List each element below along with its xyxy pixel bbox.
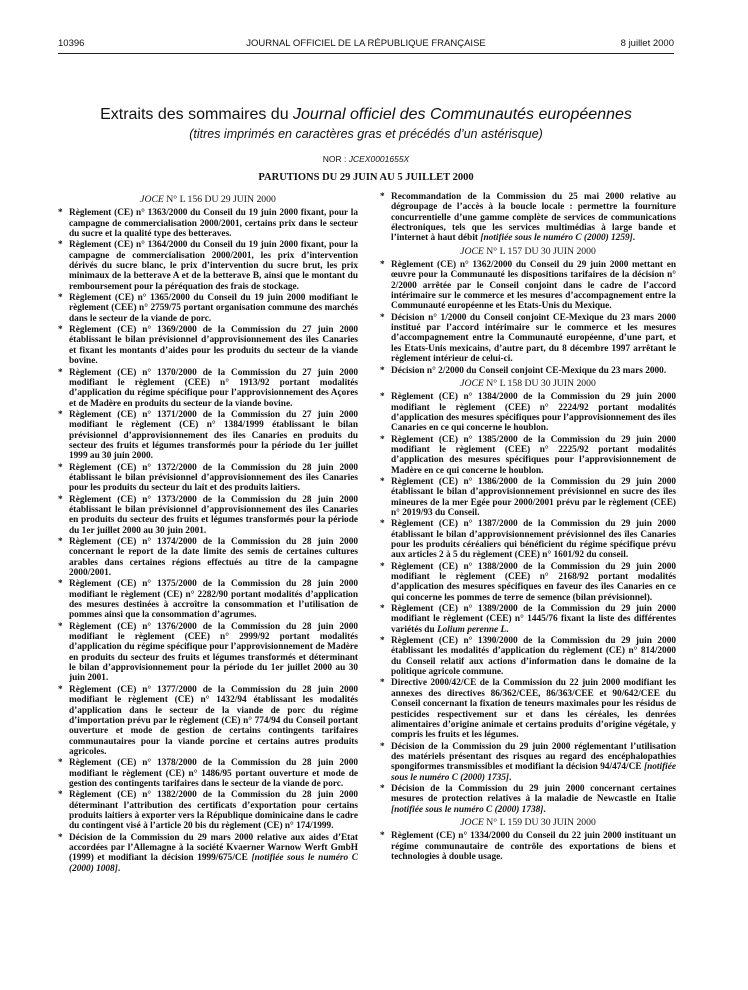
entry-text: Règlement (CE) n° 1365/2000 du Conseil du 19 juin 2000 modifiant le règlement (CEE) n° 2759/75 portant organisation commune des marchés dans le secteur de la viande de porc.: [69, 293, 358, 324]
entry-text: Règlement (CE) n° 1382/2000 de la Commission du 28 juin 2000 déterminant l’attribution des certificats d’exportation pour certains produits laitiers à exporter vers la République dominicaine dans le cadre du contingent visé à l’article 20 bis du règlement (CE) n° 174/1999.: [69, 790, 358, 832]
entry-text: Règlement (CE) n° 1372/2000 de la Commission du 28 juin 2000 établissant le bilan prévisionnel d’approvisionnement des îles Canaries pour les produits du secteur du lait et des produits laitiers.: [69, 462, 358, 494]
summary-entry: [380, 831, 676, 862]
summary-entry: [58, 293, 358, 324]
entry-note: [notifiée sous le numéro C (2000) 1735]: [391, 762, 676, 783]
summary-entry: [380, 192, 676, 244]
section-heading: [380, 247, 676, 257]
entry-text: Règlement (CE) n° 1363/2000 du Conseil du 19 juin 2000 fixant, pour la campagne de commercialisation 2000/2001, certains prix dans le secteur du sucre et la qualité type des betteraves.: [69, 208, 358, 240]
page-header: [58, 38, 674, 52]
left-column: [58, 192, 358, 875]
entry-text: Décision n° 2/2000 du Conseil conjoint CE-Mexique du 23 mars 2000.: [391, 365, 667, 376]
joce-label: JOCE: [460, 816, 484, 828]
summary-entry: [58, 833, 358, 874]
asterisk-marker: *: [380, 678, 385, 689]
entry-text: Décision de la Commission du 29 juin 2000 concernant certaines mesures de protection relatives à la maladie de Newcastle en Italie: [391, 783, 676, 805]
summary-entry: [380, 636, 676, 677]
issue-reference: N° L 157 DU 30 JUIN 2000: [483, 245, 596, 257]
asterisk-marker: *: [380, 783, 385, 794]
entry-tail: .: [509, 772, 512, 783]
entry-text: Règlement (CE) n° 1376/2000 de la Commission du 28 juin 2000 modifiant le règlement (CEE) n° 2999/92 portant modalités d’application du régime spécifique pour l’approvisionnement de Madère en produits du secteur des fruits et légumes transformés et déterminant le bilan d’approvisionnement pour la période du 1er juillet 2000 au 30 juin 2001.: [69, 621, 358, 684]
asterisk-marker: *: [58, 462, 63, 473]
asterisk-marker: *: [58, 325, 63, 336]
summary-entry: [58, 325, 358, 366]
entry-text: Règlement (CE) n° 1375/2000 de la Commission du 28 juin 2000 modifiant le règlement (CE) n° 2282/90 portant modalités d’application des mesures destinées à accroître la consommation et l’utilisation de pommes ainsi que la consommation d’agrumes.: [69, 579, 358, 621]
issue-reference: N° L 158 DU 30 JUIN 2000: [483, 377, 596, 389]
summary-entry: [58, 758, 358, 789]
entry-text: Règlement (CE) n° 1390/2000 de la Commission du 29 juin 2000 établissant les modalités d’application du règlement (CE) n° 814/2000 du Conseil relatif aux actions d’information dans le domaine de la politique agricole commune.: [391, 636, 676, 678]
summary-entry: [380, 435, 676, 476]
summary-entry: [58, 495, 358, 536]
joce-label: JOCE: [460, 245, 484, 257]
nor-label: NOR :: [322, 154, 349, 164]
asterisk-marker: *: [380, 476, 385, 487]
entry-text: Règlement (CE) n° 1384/2000 de la Commission du 29 juin 2000 modifiant le règlement (CEE) n° 2224/92 portant modalités d’application des mesures spécifiques pour l’approvisionnement des îles Canaries en ce qui concerne le houblon.: [391, 392, 676, 434]
section-heading: [58, 195, 358, 205]
entry-tail: .: [117, 863, 121, 874]
asterisk-marker: *: [58, 684, 63, 695]
summary-entry: [380, 366, 676, 376]
page-title: [58, 106, 674, 124]
asterisk-marker: *: [380, 365, 385, 376]
summary-entry: [380, 392, 676, 433]
asterisk-marker: *: [58, 832, 63, 843]
asterisk-marker: *: [58, 367, 63, 378]
summary-entry: [380, 313, 676, 365]
summary-entry: [380, 604, 676, 635]
asterisk-marker: *: [58, 494, 63, 505]
summary-entry: [380, 678, 676, 740]
page-subtitle: (titres imprimés en caractères gras et précédés d’un astérisque): [189, 127, 543, 141]
summary-entry: [380, 260, 676, 312]
issue-date: 8 juillet 2000: [620, 38, 674, 49]
summary-entry: [380, 519, 676, 560]
summary-entry: [58, 240, 358, 292]
summary-entry: [58, 622, 358, 684]
asterisk-marker: *: [58, 621, 63, 632]
asterisk-marker: *: [58, 537, 63, 547]
issue-reference: N° L 156 DU 29 JUIN 2000: [163, 194, 276, 205]
asterisk-marker: *: [380, 519, 385, 530]
entry-text: Règlement (CE) n° 1364/2000 du Conseil du 19 juin 2000 fixant, pour la campagne de commercialisation 2000/2001, les prix d’intervention dérivés du sucre blanc, le prix d’intervention du sucre brut, les prix minimaux de la betterave A et de la betterave B, ainsi que le montant du remboursement pour la péréquation des frais de stockage.: [69, 240, 358, 292]
summary-entry: [58, 368, 358, 409]
summary-entry: [58, 410, 358, 462]
entry-text: Recommandation de la Commission du 25 mai 2000 relative au dégroupage de l’accès à la boucle locale : permettre la fourniture concurrentielle d’une gamme complète de services de communications électroniques, tels que les services multimédias à large bande et l’internet à haut débit: [391, 192, 676, 244]
asterisk-marker: *: [380, 312, 385, 323]
asterisk-marker: *: [58, 790, 63, 801]
joce-label: JOCE: [460, 377, 484, 389]
entry-note: [notifiée sous le numéro C (2000) 1008]: [69, 853, 358, 874]
entry-text: Règlement (CE) n° 1374/2000 de la Commission du 28 juin 2000 concernant le report de la date limite des semis de certaines cultures arables dans certaines régions effectués au titre de la campagne 2000/2001.: [69, 537, 358, 579]
entry-text: Règlement (CE) n° 1387/2000 de la Commission du 29 juin 2000 établissant le bilan d’approvisionnement prévisionnel des îles Canaries pour les produits céréaliers qui bénéficient du régime spécifique prévu aux articles 2 à 5 du règlement (CEE) n° 1601/92 du conseil.: [391, 519, 676, 561]
entry-text: Règlement (CE) n° 1378/2000 de la Commission du 28 juin 2000 modifiant le règlement (CE) n° 1486/95 portant ouverture et mode de gestion des contingents tarifaires dans le secteur de la viande de porc.: [69, 758, 358, 789]
summary-entry: [58, 463, 358, 494]
right-column: [380, 192, 676, 863]
entry-text: Décision de la Commission du 29 juin 2000 réglementant l’utilisation des matériels présentant des risques au regard des encéphalopathies spongiformes transmissibles et modifiant la décision 94/474/CE: [391, 741, 676, 773]
asterisk-marker: *: [380, 604, 385, 615]
entry-text: Règlement (CE) n° 1377/2000 de la Commission du 28 juin 2000 modifiant le règlement (CE) n° 1432/94 établissant les modalités d’application dans le secteur de la viande de porc du régime d’importation prévu par le règlement (CE) n° 774/94 du Conseil portant ouverture et mode de gestion de certains contingents tarifaires communautaires pour la viande porcine et certains autres produits agricoles.: [69, 684, 358, 757]
asterisk-marker: *: [380, 636, 385, 647]
entry-text: Décision de la Commission du 29 mars 2000 relative aux aides d’Etat accordées par l’Allemagne à la société Kvaerner Warnow Werft GmbH (1999) et modifiant la décision 1999/675/CE: [69, 832, 358, 864]
asterisk-marker: *: [58, 208, 63, 219]
asterisk-marker: *: [380, 392, 385, 403]
journal-title: JOURNAL OFFICIEL DE LA RÉPUBLIQUE FRANÇAISE: [246, 38, 486, 49]
page-number: 10396: [58, 38, 85, 49]
entry-text: Règlement (CE) n° 1334/2000 du Conseil du 22 juin 2000 instituant un régime communautaire de contrôle des exportations de biens et technologies à double usage.: [391, 831, 676, 862]
asterisk-marker: *: [58, 409, 63, 420]
entry-text: Règlement (CE) n° 1362/2000 du Conseil du 29 juin 2000 mettant en œuvre pour la Communauté les dispositions tarifaires de la décision n° 2/2000 arrêtée par le Conseil conjoint dans le cadre de l’accord intérimaire sur le commerce et les mesures d’accompagnement entre la Communauté européenne et les Etats-Unis du Mexique.: [391, 260, 676, 312]
entry-tail: .: [543, 804, 546, 815]
entry-text: Règlement (CE) n° 1389/2000 de la Commission du 29 juin 2000 modifiant le règlement (CEE) n° 1445/76 fixant la liste des différentes variétés du: [391, 604, 676, 635]
section-heading: [380, 818, 676, 828]
issue-reference: N° L 159 DU 30 JUIN 2000: [483, 816, 596, 828]
entry-text: Règlement (CE) n° 1370/2000 de la Commission du 27 juin 2000 modifiant le règlement (CEE) n° 1913/92 portant modalités d’application du régime spécifique pour l’approvisionnement des Açores et de Madère en produits du secteur de la viande bovine.: [69, 367, 358, 409]
asterisk-marker: *: [380, 741, 385, 752]
entry-note: [notifiée sous le numéro C (2000) 1738]: [391, 804, 544, 815]
asterisk-marker: *: [380, 260, 385, 271]
asterisk-marker: *: [58, 758, 63, 769]
joce-label: JOCE: [140, 194, 164, 205]
summary-entry: [58, 579, 358, 620]
asterisk-marker: *: [380, 192, 385, 202]
entry-text: Règlement (CE) n° 1388/2000 de la Commission du 29 juin 2000 modifiant le règlement (CEE) n° 2168/92 portant modalités d’application des mesures spécifiques en faveur des îles Canaries en ce qui concerne les pommes de terre de semence (bilan prévisionnel).: [391, 561, 676, 603]
asterisk-marker: *: [380, 831, 385, 842]
entry-text: Décision n° 1/2000 du Conseil conjoint CE-Mexique du 23 mars 2000 institué par l’accord intérimaire sur le commerce et les mesures d’accompagnement entre la Communauté européenne, d’une part, et les Etats-Unis mexicains, d’autre part, du 8 décembre 1997 arrêtant le règlement intérieur de celui-ci.: [391, 312, 676, 365]
entry-text: Règlement (CE) n° 1386/2000 de la Commission du 29 juin 2000 établissant le bilan d’approvisionnement prévisionnel en sucre des îles mineures de la mer Egée pour 2000/2001 prévu par le règlement (CEE) n° 2019/93 du Conseil.: [391, 476, 676, 518]
header-rule: [58, 53, 674, 54]
title-journal: Journal officiel des Communautés européennes: [293, 106, 632, 123]
entry-tail: .: [506, 624, 509, 635]
summary-entry: [380, 477, 676, 518]
summary-entry: [58, 537, 358, 578]
asterisk-marker: *: [58, 293, 63, 304]
summary-entry: [58, 685, 358, 757]
summary-entry: [380, 784, 676, 815]
parutions-heading: PARUTIONS DU 29 JUIN AU 5 JUILLET 2000: [258, 172, 474, 183]
entry-note: [notifiée sous le numéro C (2000) 1259]: [480, 233, 633, 244]
entry-text: Règlement (CE) n° 1385/2000 de la Commission du 29 juin 2000 modifiant le règlement (CEE) n° 2225/92 portant modalités d’application des mesures spécifiques pour l’approvisionnement de Madère en ce qui concerne le houblon.: [391, 434, 676, 476]
entry-text: Règlement (CE) n° 1371/2000 de la Commission du 27 juin 2000 modifiant le règlement (CE) n° 1384/1999 établissant le bilan prévisionnel d’approvisionnement des îles Canaries en produits du secteur des fruits et légumes transformés pour la période du 1er juillet 1999 au 30 juin 2000.: [69, 409, 358, 462]
summary-entry: [380, 742, 676, 783]
asterisk-marker: *: [380, 561, 385, 572]
asterisk-marker: *: [58, 579, 63, 590]
summary-entry: [58, 208, 358, 239]
entry-note: Lolium perenne L: [436, 624, 507, 635]
asterisk-marker: *: [380, 434, 385, 445]
asterisk-marker: *: [58, 240, 63, 251]
entry-text: Règlement (CE) n° 1369/2000 de la Commission du 27 juin 2000 établissant le bilan prévisionnel d’approvisionnement des îles Canaries et fixant les montants d’aides pour les produits du secteur de la viande bovine.: [69, 325, 358, 367]
entry-text: Directive 2000/42/CE de la Commission du 22 juin 2000 modifiant les annexes des directives 86/362/CEE, 86/363/CEE et 90/642/CEE du Conseil concernant la fixation de teneurs maximales pour les résidus de pesticides respectivement sur et dans les céréales, les denrées alimentaires d’origine animale et certains produits d’origine végétale, y compris les fruits et les légumes.: [391, 678, 676, 741]
entry-text: Règlement (CE) n° 1373/2000 de la Commission du 28 juin 2000 établissant le bilan prévisionnel d’approvisionnement des îles Canaries en produits du secteur des fruits et légumes transformés pour la période du 1er juillet 2000 au 30 juin 2001.: [69, 494, 358, 536]
summary-entry: [380, 562, 676, 603]
section-heading: [380, 379, 676, 389]
title-prefix: Extraits des sommaires du: [100, 106, 294, 123]
nor-code: JCEX0001655X: [348, 154, 410, 164]
nor-reference: [58, 154, 674, 164]
summary-entry: [58, 790, 358, 831]
entry-tail: .: [632, 233, 636, 244]
